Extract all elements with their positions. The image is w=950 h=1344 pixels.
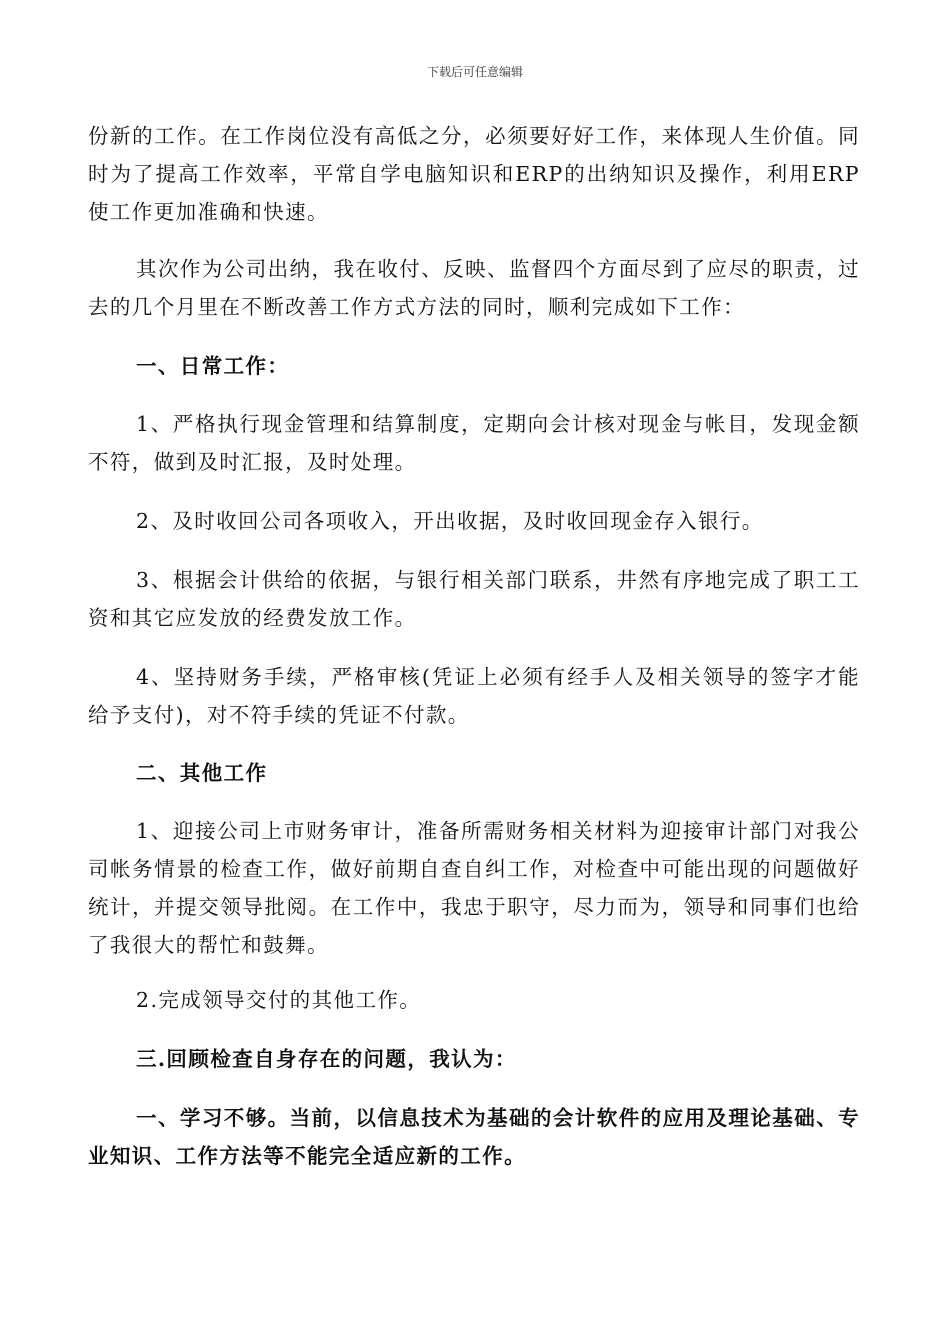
list-item-daily-2: 2、及时收回公司各项收入，开出收据，及时收回现金存入银行。 [136, 509, 764, 533]
problem-item-1: 一、学习不够。当前，以信息技术为基础的会计软件的应用及理论基础、专业知识、工作方法等不能完全适应新的工作。 [88, 1106, 860, 1168]
heading-other-work: 二、其他工作 [136, 761, 268, 785]
list-item-other-2: 2.完成领导交付的其他工作。 [136, 988, 422, 1012]
heading-review-problems: 三.回顾检查自身存在的问题，我认为： [136, 1047, 517, 1071]
list-item-daily-4: 4、坚持财务手续，严格审核(凭证上必须有经手人及相关领导的签字才能给予支付)，对不符手续的凭证不付款。 [88, 665, 860, 727]
page-header: 下载后可任意编辑 [426, 65, 523, 79]
list-item-daily-1: 1、严格执行现金管理和结算制度，定期向会计核对现金与帐目，发现金额不符，做到及时汇报，及时处理。 [88, 412, 860, 474]
paragraph-cashier-duties: 其次作为公司出纳，我在收付、反映、监督四个方面尽到了应尽的职责，过去的几个月里在不断改善工作方式方法的同时，顺利完成如下工作： [88, 257, 860, 319]
list-item-other-1: 1、迎接公司上市财务审计，准备所需财务相关材料为迎接审计部门对我公司帐务情景的检查工作，做好前期自查自纠工作，对检查中可能出现的问题做好统计，并提交领导批阅。在工作中，我忠于职守，尽力而为，领导和同事们也给了我很大的帮忙和鼓舞。 [88, 819, 860, 957]
paragraph-continuation: 份新的工作。在工作岗位没有高低之分，必须要好好工作，来体现人生价值。同时为了提高工作效率，平常自学电脑知识和ERP的出纳知识及操作，利用ERP使工作更加准确和快速。 [88, 124, 860, 224]
heading-daily-work: 一、日常工作： [136, 354, 290, 378]
list-item-daily-3: 3、根据会计供给的依据，与银行相关部门联系，井然有序地完成了职工工资和其它应发放的经费发放工作。 [88, 568, 860, 630]
